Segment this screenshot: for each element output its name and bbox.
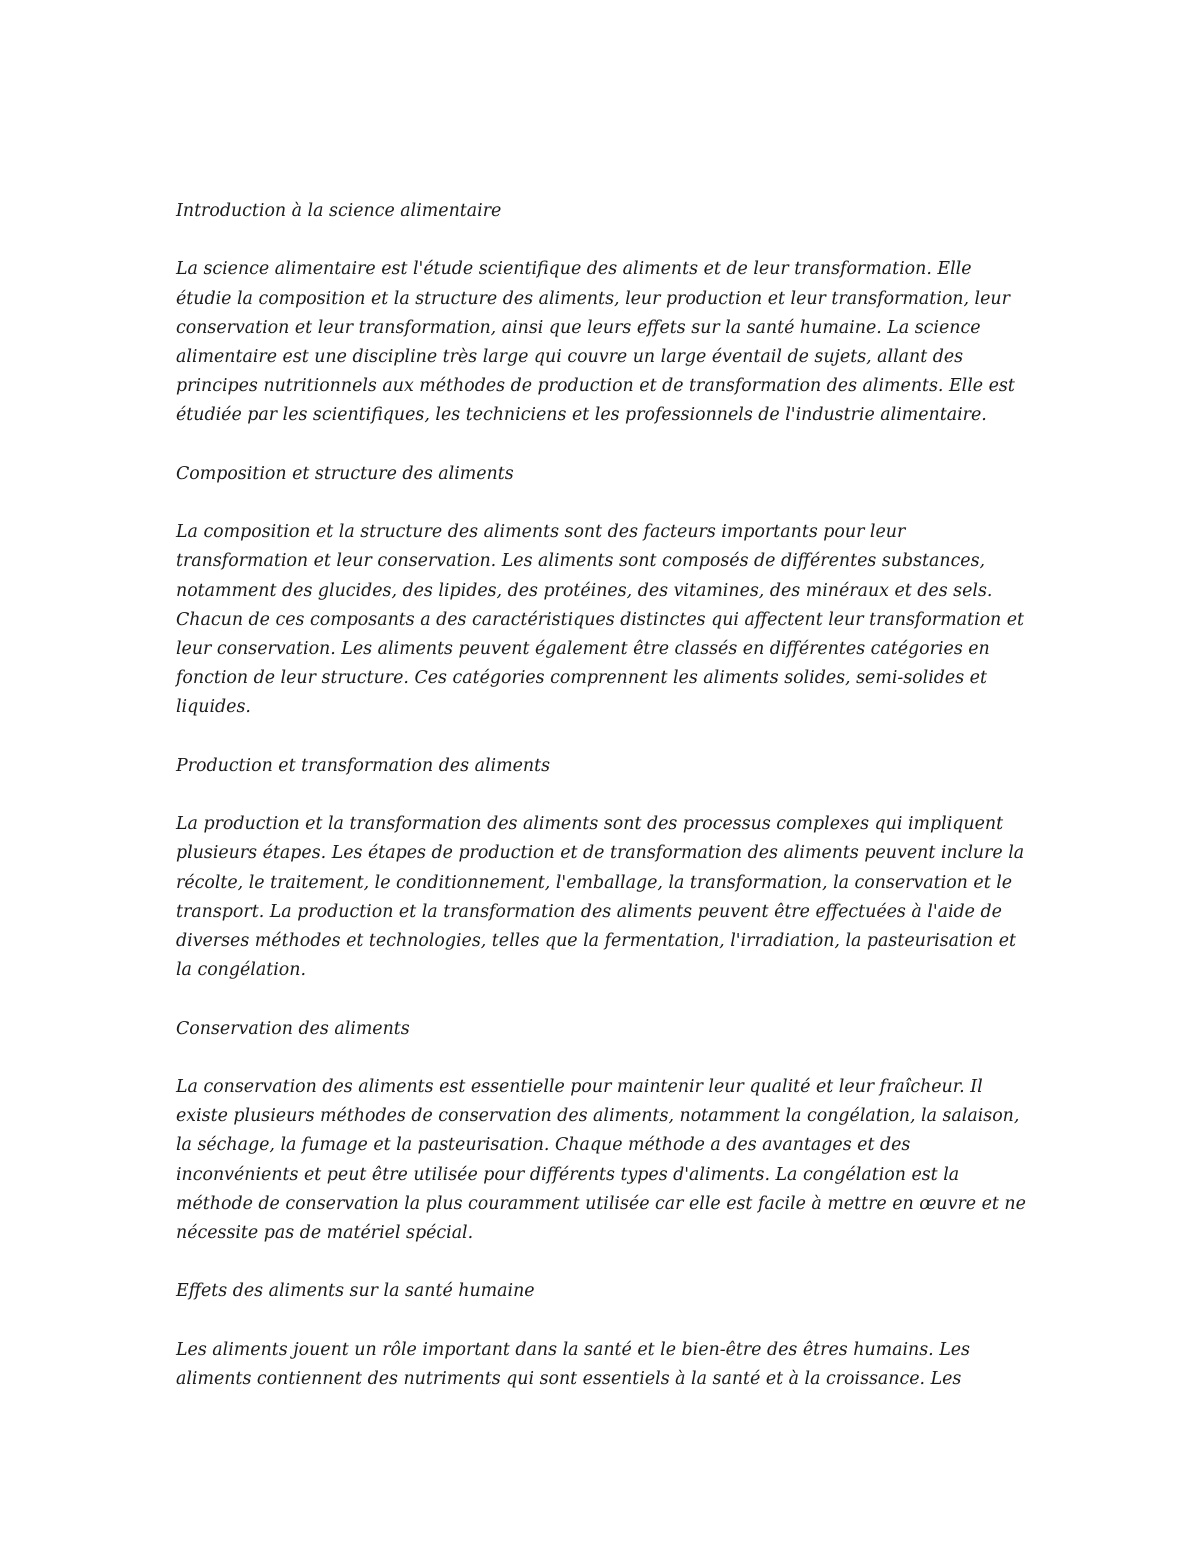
text-line: transformation et leur conservation. Les aliments sont composés de différentes substances, xyxy=(176,551,986,572)
text-line: transport. La production et la transformation des aliments peuvent être effectuées à l'aide de xyxy=(176,901,1002,922)
text-line: récolte, le traitement, le conditionnement, l'emballage, la transformation, la conservation et le xyxy=(176,872,1013,893)
text-line: la séchage, la fumage et la pasteurisation. Chaque méthode a des avantages et des xyxy=(176,1135,911,1156)
section-heading: Production et transformation des aliments xyxy=(176,755,551,776)
text-line: plusieurs étapes. Les étapes de production et de transformation des aliments peuvent inclure la xyxy=(176,843,1025,864)
section-heading: Composition et structure des aliments xyxy=(176,463,514,484)
text-line: fonction de leur structure. Ces catégories comprennent les aliments solides, semi-solides et xyxy=(176,668,987,689)
text-line: La production et la transformation des aliments sont des processus complexes qui impliquent xyxy=(176,814,1004,835)
section-heading: Introduction à la science alimentaire xyxy=(176,201,502,221)
text-line: La conservation des aliments est essentielle pour maintenir leur qualité et leur fraîcheur. Il xyxy=(176,1076,983,1097)
text-line: conservation et leur transformation, ainsi que leurs effets sur la santé humaine. La science xyxy=(176,317,981,338)
section-paragraph xyxy=(176,1073,1036,1248)
document-body xyxy=(176,197,1036,1423)
text-line: La science alimentaire est l'étude scientifique des aliments et de leur transformation. Elle xyxy=(176,259,972,280)
text-line: nécessite pas de matériel spécial. xyxy=(176,1223,474,1243)
text-line: Les aliments jouent un rôle important dans la santé et le bien-être des êtres humains. Les xyxy=(176,1339,970,1360)
text-line: existe plusieurs méthodes de conservation des aliments, notamment la congélation, la salaison, xyxy=(176,1106,1020,1127)
section-introduction xyxy=(176,197,1036,431)
section-production xyxy=(176,752,1036,986)
text-line: aliments contiennent des nutriments qui sont essentiels à la santé et à la croissance. Les xyxy=(176,1368,962,1389)
text-line: étudie la composition et la structure des aliments, leur production et leur transformation, leur xyxy=(176,288,1010,309)
section-paragraph xyxy=(176,255,1036,430)
text-line: La composition et la structure des aliments sont des facteurs importants pour leur xyxy=(176,522,906,543)
text-line: diverses méthodes et technologies, telles que la fermentation, l'irradiation, la pasteurisation et xyxy=(176,931,1017,951)
section-paragraph xyxy=(176,518,1036,722)
section-paragraph xyxy=(176,810,1036,985)
text-line: étudiée par les scientifiques, les techniciens et les professionnels de l'industrie alimentaire. xyxy=(176,405,987,426)
text-line: Chacun de ces composants a des caractéristiques distinctes qui affectent leur transformation et xyxy=(176,609,1025,630)
text-line: méthode de conservation la plus couramment utilisée car elle est facile à mettre en œuvre et ne xyxy=(176,1193,1026,1214)
text-line: notamment des glucides, des lipides, des protéines, des vitamines, des minéraux et des sels. xyxy=(176,580,993,601)
text-line: principes nutritionnels aux méthodes de production et de transformation des aliments. Elle est xyxy=(176,376,1015,397)
text-line: inconvénients et peut être utilisée pour différents types d'aliments. La congélation est la xyxy=(176,1164,960,1185)
section-conservation xyxy=(176,1015,1036,1249)
section-heading: Effets des aliments sur la santé humaine xyxy=(176,1281,535,1302)
text-line: la congélation. xyxy=(176,960,306,981)
section-health-effects xyxy=(176,1277,1036,1394)
text-line: leur conservation. Les aliments peuvent également être classés en différentes catégories en xyxy=(176,639,990,659)
text-line: liquides. xyxy=(176,697,251,718)
section-heading: Conservation des aliments xyxy=(176,1018,410,1039)
section-composition xyxy=(176,460,1036,723)
text-line: alimentaire est une discipline très large qui couvre un large éventail de sujets, allant des xyxy=(176,347,964,367)
section-paragraph xyxy=(176,1336,1036,1394)
